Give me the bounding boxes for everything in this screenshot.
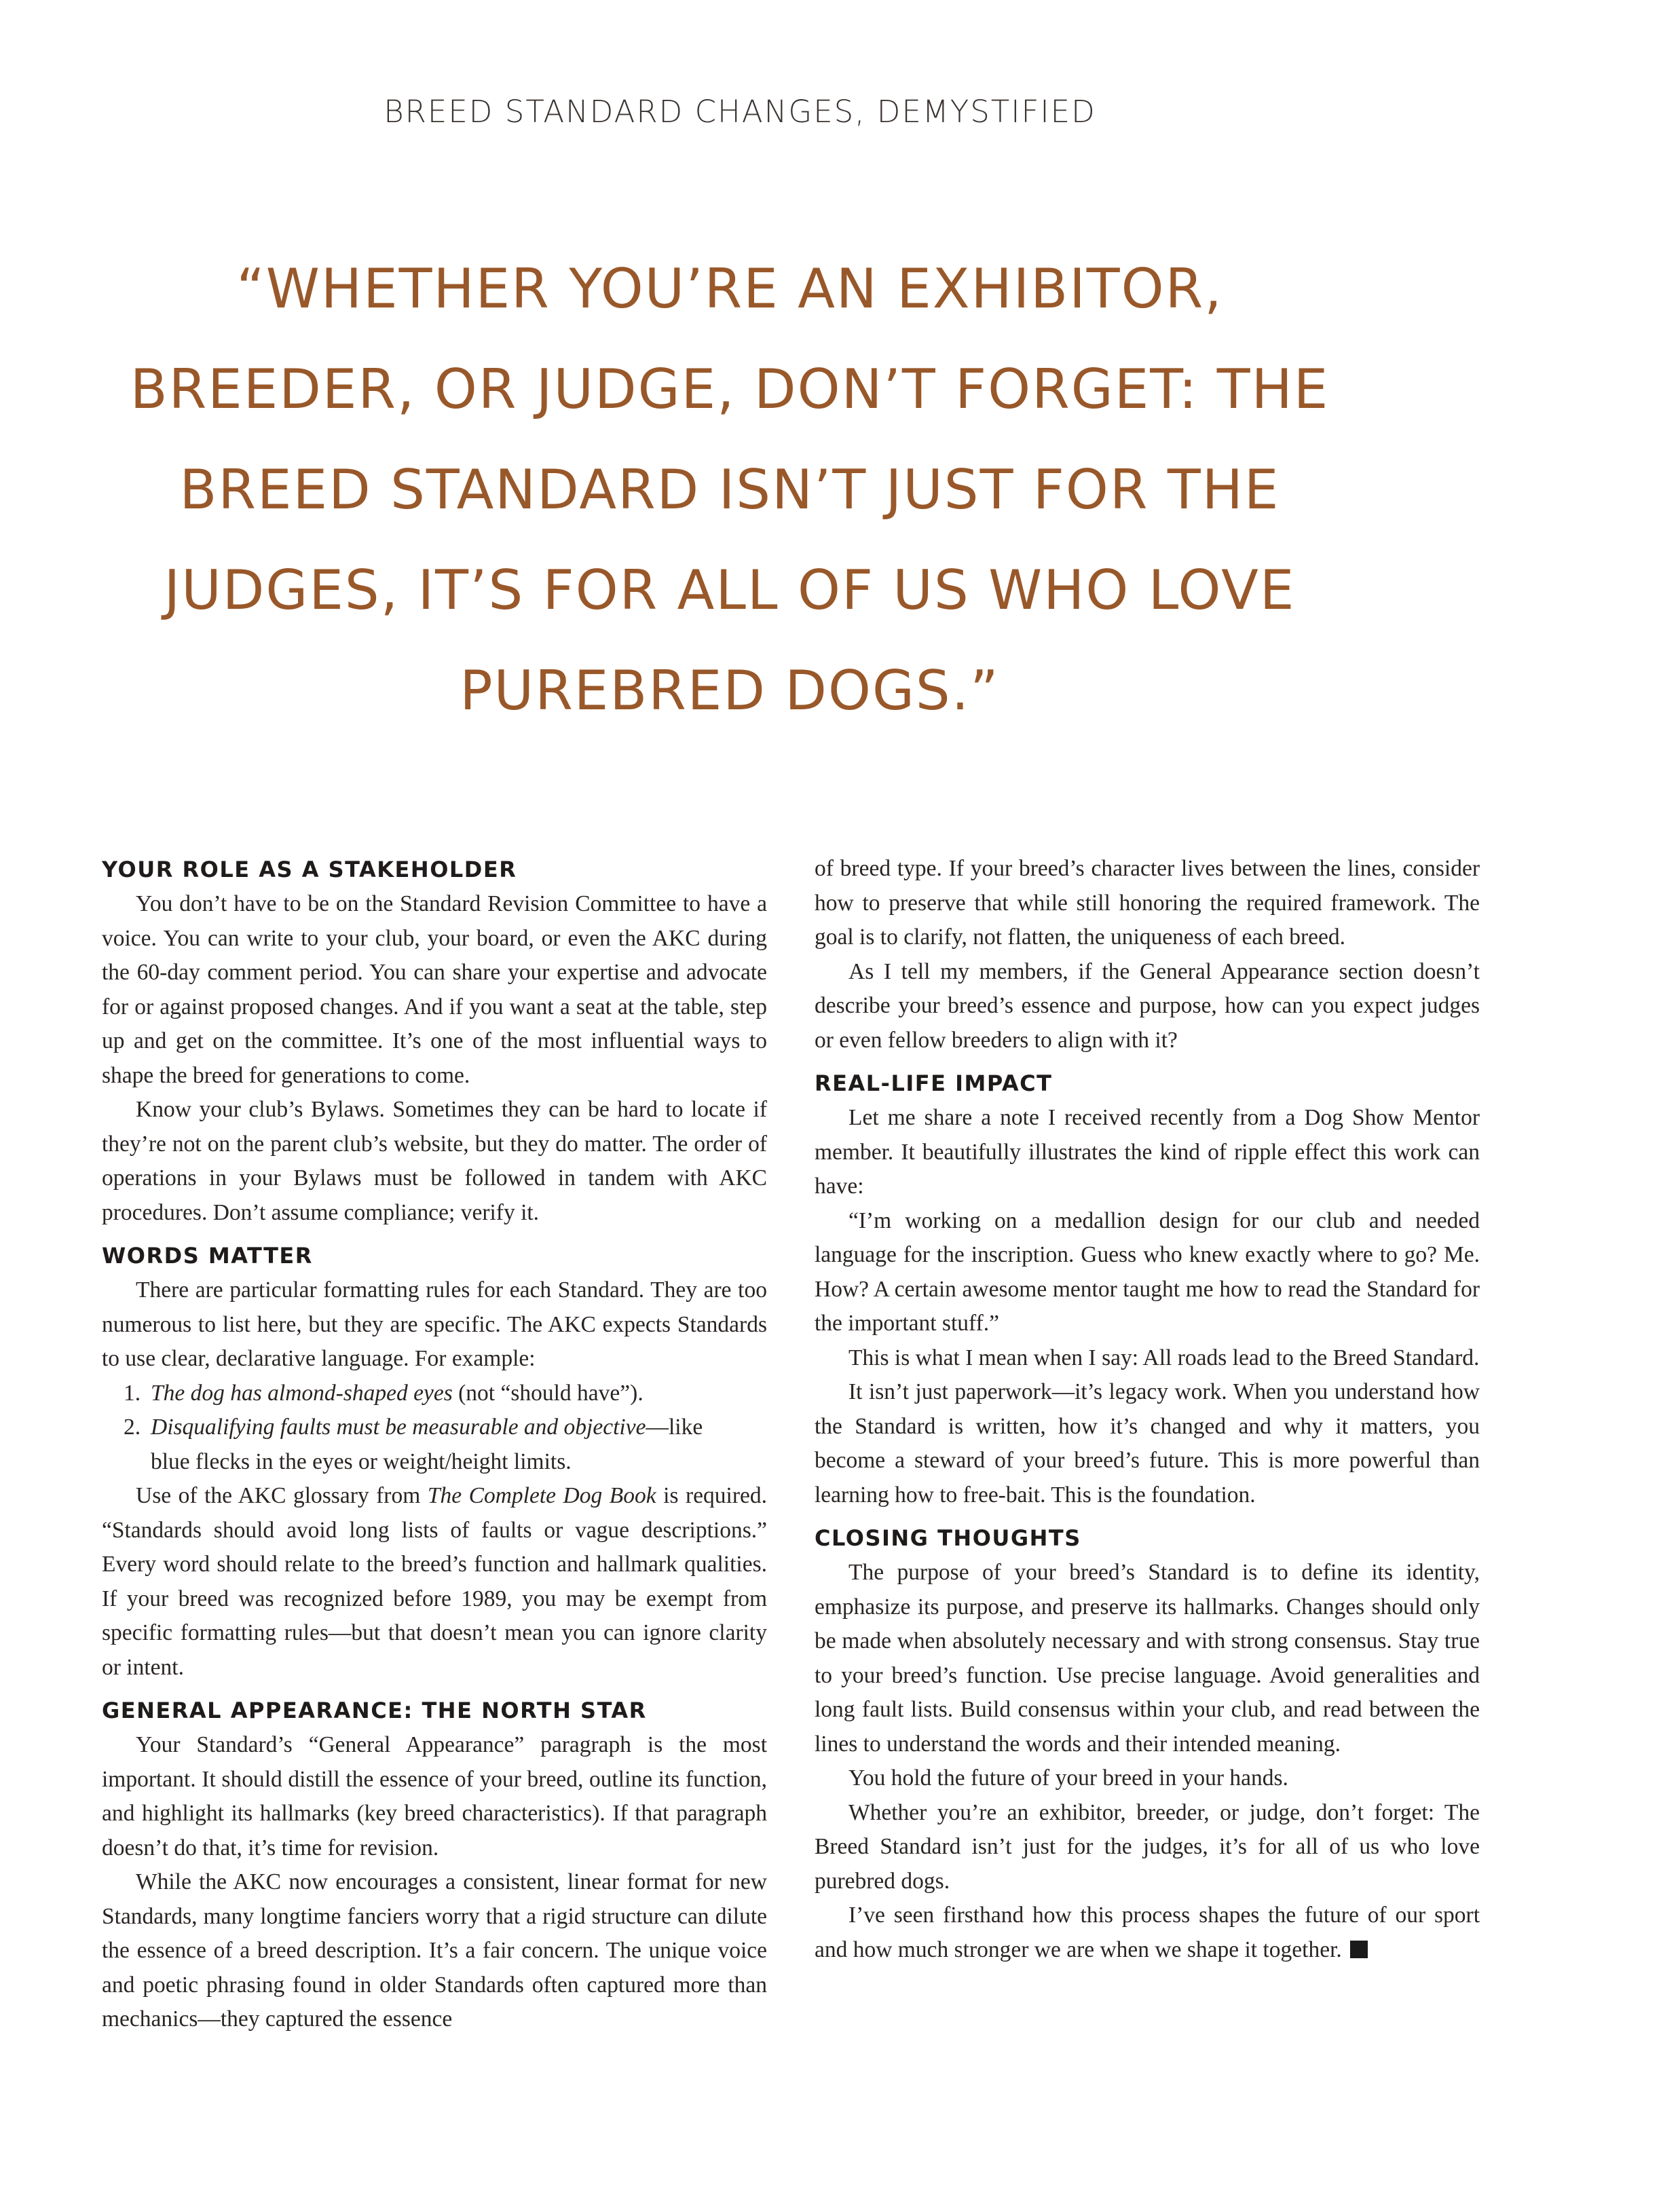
list-item xyxy=(124,1377,767,1411)
heading-general-appearance: GENERAL APPEARANCE: THE NORTH STAR xyxy=(102,1698,647,1723)
words-p2-post: is required. “Standards should avoid long lists of faults or vague descriptions.” Every word should relate to the breed’s function and hallmark qualities. If your breed was recognized before 1989, you may be exempt from specific formatting rules—but that doesn’t mean you can ignore clarity or intent. xyxy=(102,1483,767,1680)
words-paragraph-1: There are particular formatting rules for each Standard. They are too numerous to list here, but they are specific. The AKC expects Standards to use clear, declarative language. For example: xyxy=(102,1277,767,1371)
book-title: The Complete Dog Book xyxy=(427,1483,656,1508)
words-paragraph-2 xyxy=(102,1479,767,1685)
list-item-italic: Disqualifying faults must be measurable and objective xyxy=(151,1415,646,1440)
impact-paragraph-3: This is what I mean when I say: All roads lead to the Breed Standard. xyxy=(848,1345,1480,1370)
closing-paragraph-2: You hold the future of your breed in your hands. xyxy=(848,1765,1288,1791)
closing-p4-text: I’ve seen firsthand how this process shapes the future of our sport and how much stronger we are when we shape it together. xyxy=(815,1903,1480,1962)
general-paragraph-2-continued: of breed type. If your breed’s character lives between the lines, consider how to preserve that while still honoring the required framework. The goal is to clarify, not flatten, the uniqueness of each breed. xyxy=(815,856,1480,950)
words-p2-pre: Use of the AKC glossary from xyxy=(136,1483,428,1508)
list-number: 2. xyxy=(124,1415,141,1440)
stakeholder-paragraph-2: Know your club’s Bylaws. Sometimes they can be hard to locate if they’re not on the parent club’s website, but they do matter. The order of operations in your Bylaws must be followed in tandem with AKC procedures. Don’t assume compliance; verify it. xyxy=(102,1097,767,1225)
list-item-text: (not “should have”). xyxy=(452,1380,643,1406)
impact-paragraph-4: It isn’t just paperwork—it’s legacy work. When you understand how the Standard is written, how it’s changed and why it matters, you become a steward of your breed’s future. This is more powerful than learning how to free-bait. This is the foundation. xyxy=(815,1379,1480,1508)
list-item xyxy=(124,1410,767,1479)
heading-real-life-impact: REAL-LIFE IMPACT xyxy=(815,1070,1053,1096)
heading-words-matter: WORDS MATTER xyxy=(102,1243,313,1269)
impact-quote: “I’m working on a medallion design for our club and needed language for the inscription. Guess who knew exactly where to go? Me. How? A certain awesome mentor taught me how to read the Standard for the important stuff.” xyxy=(815,1208,1480,1336)
list-number: 1. xyxy=(124,1380,141,1406)
example-list xyxy=(102,1377,767,1480)
pull-quote: “WHETHER YOU’RE AN EXHIBITOR, BREEDER, OR JUDGE, DON’T FORGET: THE BREED STANDARD ISN’T JUST FOR THE JUDGES, IT’S FOR ALL OF US WHO LOVE PUREBRED DOGS.” xyxy=(130,257,1330,722)
list-item-italic: The dog has almond-shaped eyes xyxy=(151,1380,453,1406)
closing-paragraph-3: Whether you’re an exhibitor, breeder, or judge, don’t forget: The Breed Standard isn’t just for the judges, it’s for all of us who love purebred dogs. xyxy=(815,1799,1480,1894)
heading-closing-thoughts: CLOSING THOUGHTS xyxy=(815,1525,1081,1551)
closing-paragraph-4 xyxy=(815,1898,1480,1967)
general-paragraph-3: As I tell my members, if the General Appearance section doesn’t describe your breed’s essence and purpose, how can you expect judges or even fellow breeders to align with it? xyxy=(815,958,1480,1053)
list-item-continuation: blue flecks in the eyes or weight/height limits. xyxy=(151,1448,572,1474)
list-item-text: —like xyxy=(646,1415,703,1440)
general-paragraph-1: Your Standard’s “General Appearance” paragraph is the most important. It should distill the essence of your breed, outline its function, and highlight its hallmarks (key breed characteristics). If that paragraph doesn’t do that, it’s time for revision. xyxy=(102,1732,767,1860)
impact-paragraph-1: Let me share a note I received recently from a Dog Show Mentor member. It beautifully illustrates the kind of ripple effect this work can have: xyxy=(815,1105,1480,1199)
closing-paragraph-1: The purpose of your breed’s Standard is to define its identity, emphasize its purpose, and preserve its hallmarks. Changes should only be made when absolutely necessary and with strong consensus. Stay true to your breed’s function. Use precise language. Avoid generalities and long fault lists. Build consensus within your club, and read between the lines to understand the words and their intended meaning. xyxy=(815,1560,1480,1757)
stakeholder-paragraph-1: You don’t have to be on the Standard Revision Committee to have a voice. You can write to your club, your board, or even the AKC during the 60-day comment period. You can share your expertise and advocate for or against proposed changes. And if you want a seat at the table, step up and get on the committee. It’s one of the most influential ways to shape the breed for generations to come. xyxy=(102,891,767,1088)
heading-stakeholder: YOUR ROLE AS A STAKEHOLDER xyxy=(102,857,517,882)
general-paragraph-2: While the AKC now encourages a consistent, linear format for new Standards, many longtime fanciers worry that a rigid structure can dilute the essence of a breed description. It’s a fair concern. The unique voice and poetic phrasing found in older Standards often captured more than mechanics—they captured the essence xyxy=(102,1869,767,2032)
end-mark-icon xyxy=(1350,1941,1368,1958)
left-column xyxy=(102,852,767,2037)
right-column xyxy=(815,852,1480,1967)
running-head: BREED STANDARD CHANGES, DEMYSTIFIED xyxy=(384,94,1096,130)
